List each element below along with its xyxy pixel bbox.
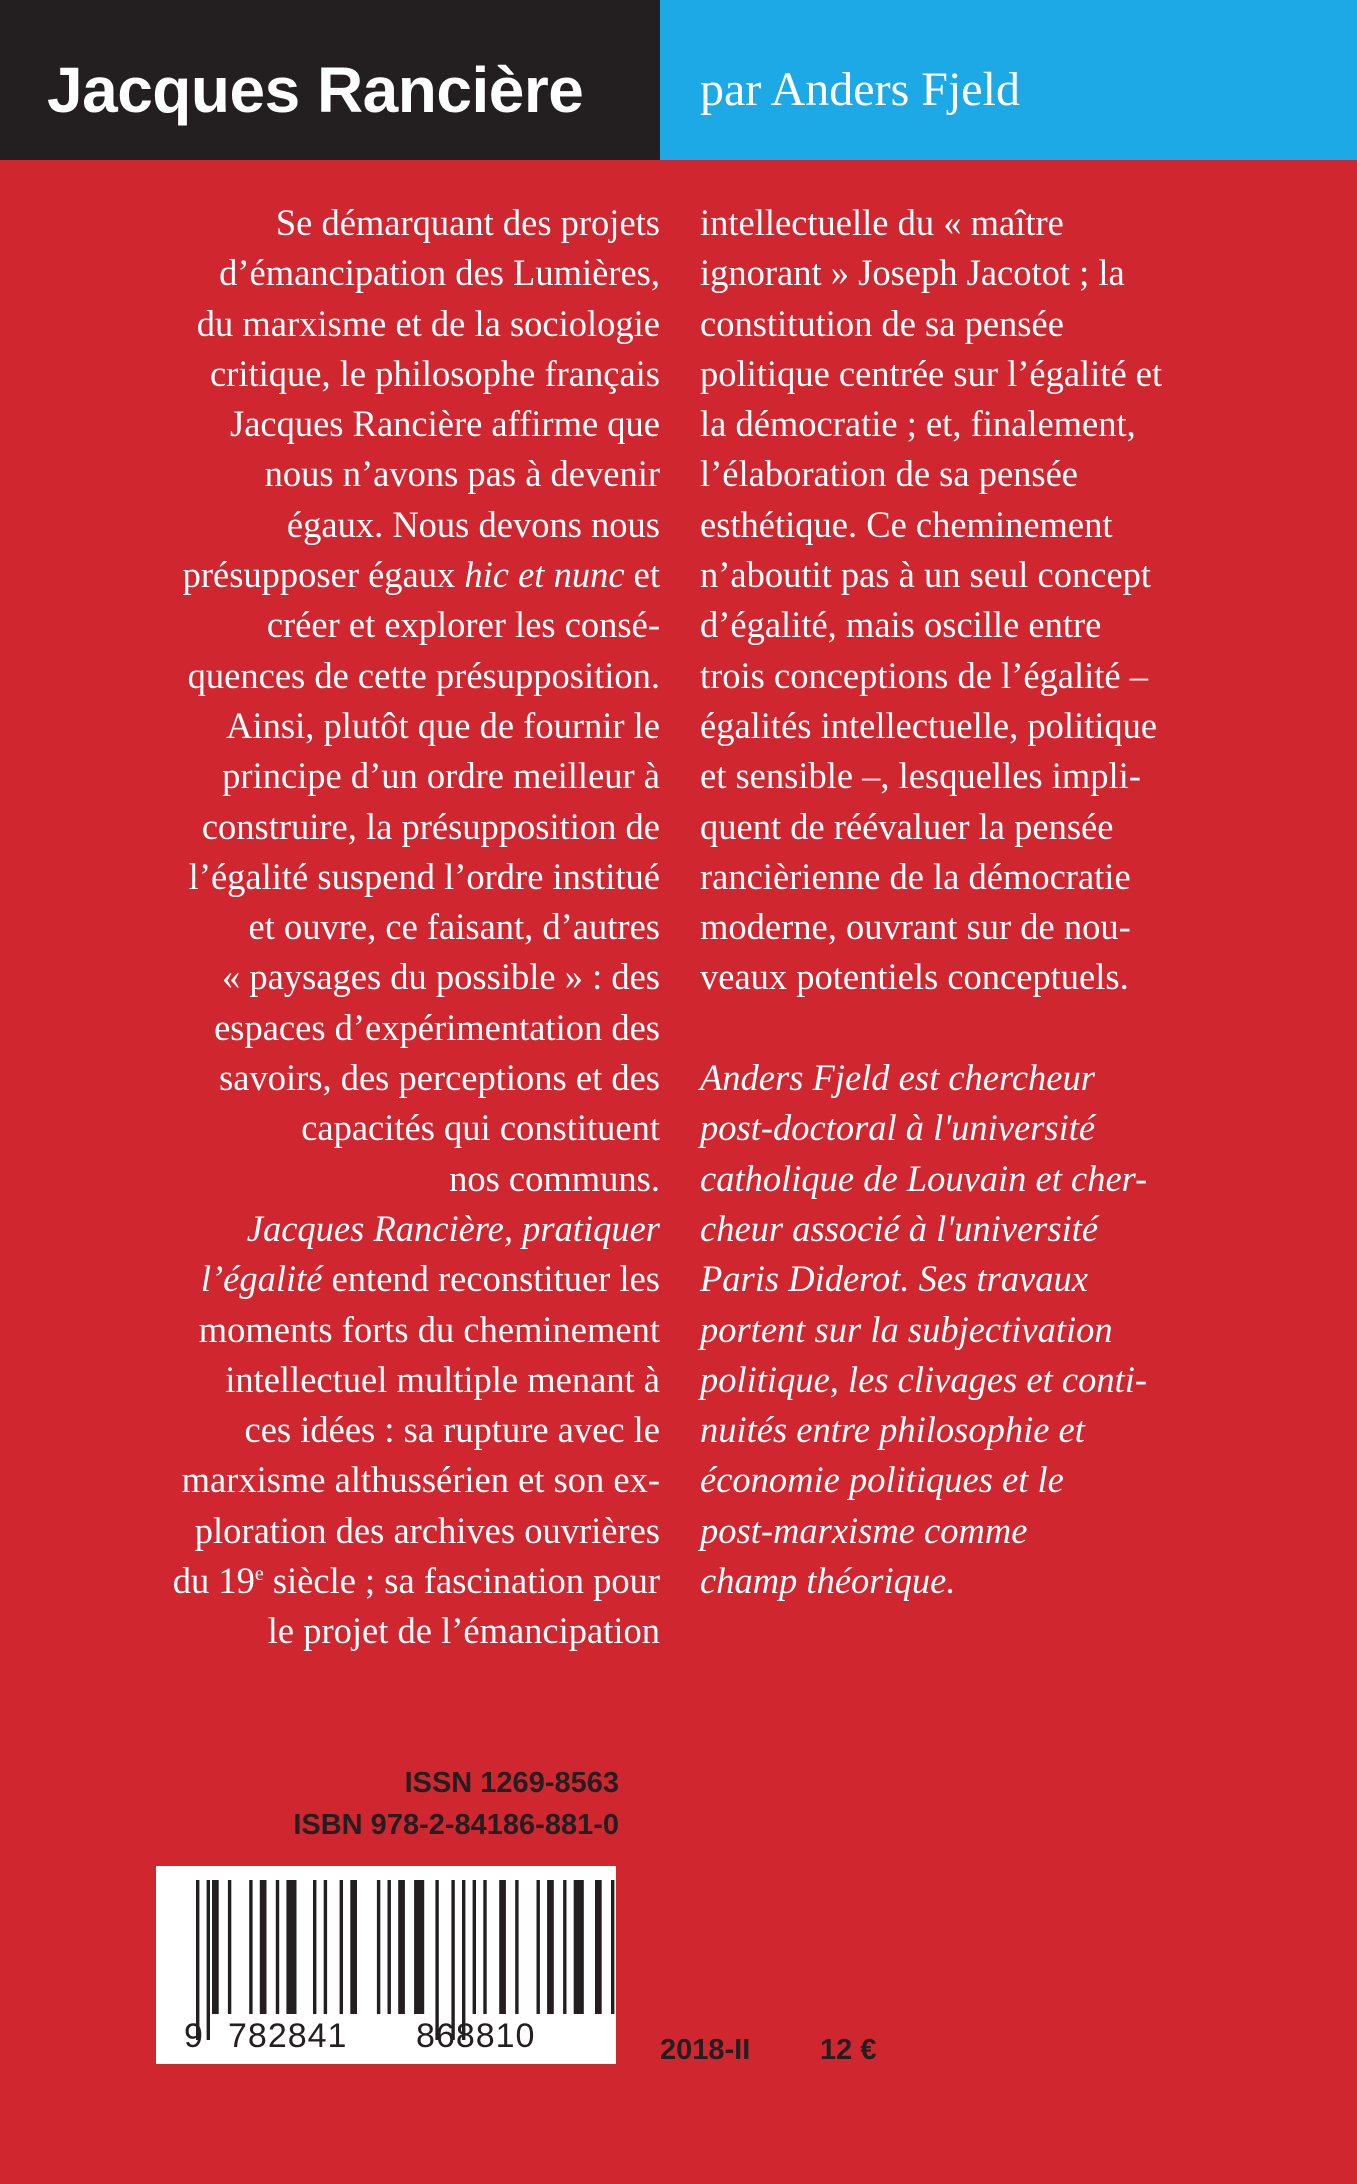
text-line: n’aboutit pas à un seul concept bbox=[700, 554, 1152, 596]
publication-codes bbox=[293, 1762, 619, 1846]
barcode-bar bbox=[398, 1880, 405, 2014]
text-line: intellectuel multiple menant à bbox=[225, 1358, 660, 1400]
text-line: veaux potentiels conceptuels. bbox=[700, 956, 1129, 998]
text-line: ploration des archives ouvrières bbox=[194, 1509, 660, 1551]
text-line: du marxisme et de la sociologie bbox=[196, 302, 660, 344]
text-line: « paysages du possible » : des bbox=[222, 956, 660, 998]
text-line: nos communs. bbox=[449, 1157, 660, 1199]
issue-number: 2018-II bbox=[660, 2034, 751, 2066]
ordinal-superscript: e bbox=[254, 1562, 264, 1585]
bio-line: post-doctoral à l'université bbox=[700, 1107, 1096, 1149]
barcode-digit-group: 868810 bbox=[416, 2017, 536, 2055]
barcode-bar bbox=[574, 1880, 584, 2014]
text-line: rancièrienne de la démocratie bbox=[700, 855, 1131, 897]
isbn-number: ISBN 978-2-84186-881-0 bbox=[293, 1809, 619, 1841]
text-fragment: entend reconstituer les bbox=[331, 1258, 660, 1300]
text-line: égalités intellectuelle, politique bbox=[700, 704, 1158, 746]
blurb-right-column bbox=[700, 198, 1300, 1606]
text-line: constitution de sa pensée bbox=[700, 302, 1064, 344]
text-line: marxisme althussérien et son ex- bbox=[181, 1459, 660, 1501]
text-line: construire, la présupposition de bbox=[201, 805, 660, 847]
text-line: l’égalité suspend l’ordre institué bbox=[188, 855, 660, 897]
barcode-bar bbox=[324, 1880, 327, 2014]
text-line: ignorant » Joseph Jacotot ; la bbox=[700, 252, 1125, 294]
text-line bbox=[80, 550, 660, 600]
text-line: capacités qui constituent bbox=[301, 1107, 660, 1149]
cover-header bbox=[0, 0, 1357, 160]
barcode-bar bbox=[499, 1880, 506, 2014]
text-line: d’égalité, mais oscille entre bbox=[700, 604, 1102, 646]
text-line: créer et explorer les consé- bbox=[266, 604, 660, 646]
price: 12 € bbox=[820, 2034, 877, 2066]
barcode-bar bbox=[563, 1880, 566, 2014]
barcode-bar bbox=[340, 1880, 343, 2014]
issn-number: ISSN 1269-8563 bbox=[404, 1767, 619, 1799]
text-line: espaces d’expérimentation des bbox=[214, 1006, 660, 1048]
barcode-bar bbox=[611, 1880, 614, 2014]
book-author: par Anders Fjeld bbox=[700, 63, 1020, 116]
title-band bbox=[0, 0, 660, 160]
bio-line: portent sur la subjectivation bbox=[700, 1308, 1113, 1350]
barcode-bar bbox=[483, 1880, 486, 2014]
text-line: quences de cette présupposition. bbox=[187, 654, 660, 696]
text-line: le projet de l’émancipation bbox=[267, 1610, 660, 1652]
barcode-bar bbox=[473, 1880, 476, 2014]
barcode-bar bbox=[388, 1880, 391, 2014]
text-fragment: du 19 bbox=[172, 1560, 255, 1602]
text-line: principe d’un ordre meilleur à bbox=[222, 755, 660, 797]
barcode-digit-first: 9 bbox=[184, 2017, 203, 2055]
barcode-bar bbox=[228, 1880, 231, 2014]
barcode-bar bbox=[414, 1880, 424, 2014]
bio-line: nuités entre philosophie et bbox=[700, 1409, 1085, 1451]
bio-line: politique, les clivages et conti- bbox=[700, 1358, 1148, 1400]
text-line: savoirs, des perceptions et des bbox=[219, 1057, 660, 1099]
text-line: égaux. Nous devons nous bbox=[286, 503, 660, 545]
text-line: moments forts du cheminement bbox=[198, 1308, 660, 1350]
blurb-left-column bbox=[80, 198, 660, 1657]
text-line: trois conceptions de l’égalité – bbox=[700, 654, 1148, 696]
barcode-bar bbox=[313, 1880, 316, 2014]
barcode-bar bbox=[515, 1880, 518, 2014]
bio-line: cheur associé à l'université bbox=[700, 1207, 1099, 1249]
barcode-bar bbox=[276, 1880, 279, 2014]
text-line: Jacques Rancière affirme que bbox=[229, 403, 660, 445]
author-band bbox=[660, 0, 1357, 160]
barcode-bar bbox=[377, 1880, 380, 2014]
text-line: Se démarquant des projets bbox=[275, 202, 660, 243]
barcode-bar bbox=[537, 1880, 540, 2014]
bio-line: champ théorique. bbox=[700, 1560, 956, 1602]
book-title: Jacques Rancière bbox=[47, 54, 584, 126]
text-line: d’émancipation des Lumières, bbox=[219, 252, 660, 294]
bio-line: Anders Fjeld est chercheur bbox=[700, 1057, 1095, 1099]
text-line: intellectuelle du « maître bbox=[700, 202, 1064, 243]
bio-line: catholique de Louvain et cher- bbox=[700, 1157, 1148, 1199]
text-fragment: siècle ; sa fascination pour bbox=[263, 1560, 660, 1602]
barcode-digit-group: 782841 bbox=[228, 2017, 348, 2055]
text-line: moderne, ouvrant sur de nou- bbox=[700, 906, 1131, 948]
author-bio bbox=[700, 1053, 1300, 1606]
italic-phrase: hic et nunc bbox=[464, 554, 625, 596]
text-line: politique centrée sur l’égalité et bbox=[700, 352, 1163, 394]
barcode bbox=[156, 1866, 616, 2064]
barcode-bar bbox=[595, 1880, 602, 2014]
barcode-bar bbox=[260, 1880, 267, 2014]
italic-phrase: l’égalité bbox=[200, 1258, 323, 1300]
barcode-bar bbox=[249, 1880, 252, 2014]
text-line bbox=[80, 1556, 660, 1606]
bio-line: post-marxisme comme bbox=[700, 1509, 1028, 1551]
barcode-bar bbox=[350, 1880, 357, 2014]
text-line: la démocratie ; et, finalement, bbox=[700, 403, 1136, 445]
bio-line: économie politiques et le bbox=[700, 1459, 1064, 1501]
paragraph-gap bbox=[700, 1003, 1300, 1053]
bio-line: Paris Diderot. Ses travaux bbox=[700, 1258, 1088, 1300]
text-line: esthétique. Ce cheminement bbox=[700, 503, 1113, 545]
text-fragment: et bbox=[633, 554, 660, 596]
text-line: et sensible –, lesquelles impli- bbox=[700, 755, 1141, 797]
text-line: et ouvre, ce faisant, d’autres bbox=[248, 906, 660, 948]
text-line: Ainsi, plutôt que de fournir le bbox=[226, 704, 660, 746]
barcode-bar bbox=[547, 1880, 554, 2014]
barcode-bar bbox=[212, 1880, 219, 2014]
text-line: quent de réévaluer la pensée bbox=[700, 805, 1114, 847]
barcode-bar bbox=[286, 1880, 296, 2014]
text-line: ces idées : sa rupture avec le bbox=[244, 1409, 660, 1451]
book-subtitle-line: Jacques Rancière, pratiquer bbox=[246, 1207, 660, 1249]
text-line: critique, le philosophe français bbox=[209, 352, 660, 394]
text-fragment: présupposer égaux bbox=[182, 554, 465, 596]
text-line bbox=[80, 1254, 660, 1304]
barcode-digits bbox=[184, 2016, 604, 2056]
text-line: l’élaboration de sa pensée bbox=[700, 453, 1079, 495]
text-line: nous n’avons pas à devenir bbox=[264, 453, 660, 495]
